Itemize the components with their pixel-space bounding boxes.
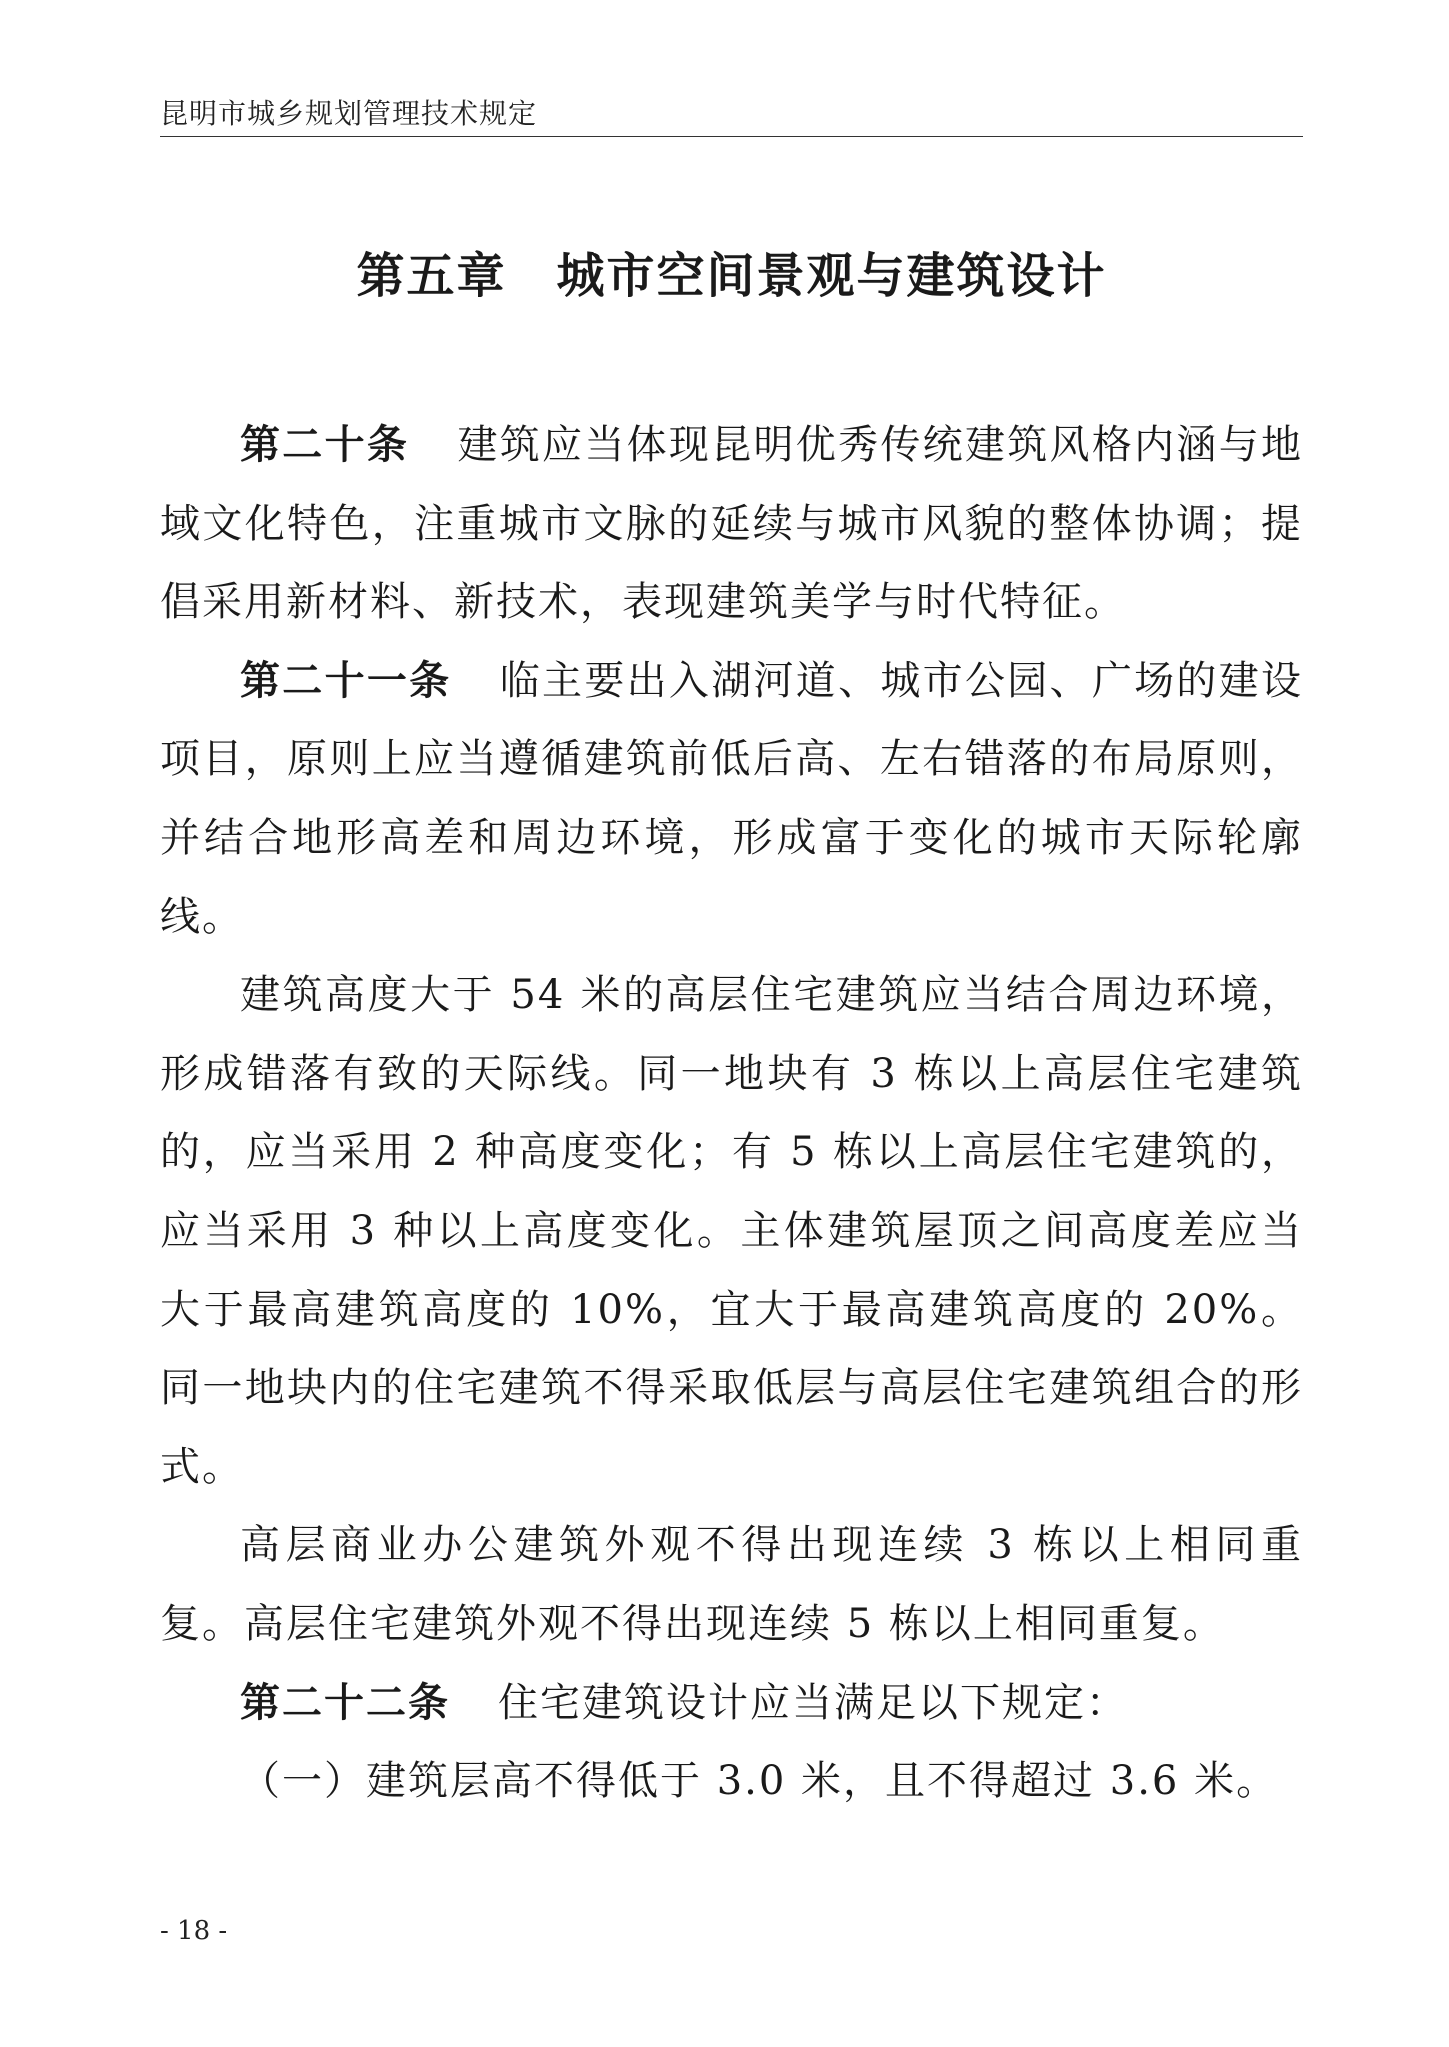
paragraph-text: 临主要出入湖河道、城市公园、广场的建设项目，原则上应当遵循建筑前低后高、左右错落的布局原则，并结合地形高差和周边环境，形成富于变化的城市天际轮廓线。	[160, 657, 1304, 940]
page-number: - 18 -	[160, 1916, 228, 1946]
document-body	[160, 406, 1303, 1821]
paragraph-article-22	[160, 1664, 1303, 1743]
paragraph-text: 住宅建筑设计应当满足以下规定：	[498, 1679, 1128, 1726]
paragraph-article-20	[160, 406, 1303, 642]
paragraph-text: （一）建筑层高不得低于 3.0 米，且不得超过 3.6 米。	[240, 1758, 1279, 1805]
paragraph-facade-repetition	[160, 1506, 1303, 1663]
paragraph-text: 高层商业办公建筑外观不得出现连续 3 栋以上相同重复。高层住宅建筑外观不得出现连续 5 栋以上相同重复。	[160, 1522, 1303, 1647]
paragraph-high-rise-skyline	[160, 956, 1303, 1506]
chapter-title: 第五章 城市空间景观与建筑设计	[356, 248, 1107, 304]
paragraph-item-1	[160, 1742, 1303, 1821]
paragraph-text: 建筑高度大于 54 米的高层住宅建筑应当结合周边环境，形成错落有致的天际线。同一地块有 3 栋以上高层住宅建筑的，应当采用 2 种高度变化；有 5 栋以上高层住宅建筑的，应当采用 3 种以上高度变化。主体建筑屋顶之间高度差应当大于最高建筑高度的 10%，宜大于最高建筑高度的 20%。同一地块内的住宅建筑不得采取低层与高层住宅建筑组合的形式。	[160, 972, 1303, 1490]
article-number: 第二十一条	[240, 657, 452, 704]
header-divider	[160, 136, 1303, 137]
article-number: 第二十条	[240, 422, 410, 468]
paragraph-article-21	[160, 642, 1303, 956]
running-header: 昆明市城乡规划管理技术规定	[160, 97, 538, 130]
paragraph-text: 建筑应当体现昆明优秀传统建筑风格内涵与地域文化特色，注重城市文脉的延续与城市风貌的整体协调；提倡采用新材料、新技术，表现建筑美学与时代特征。	[160, 422, 1304, 626]
article-number: 第二十二条	[240, 1679, 450, 1726]
